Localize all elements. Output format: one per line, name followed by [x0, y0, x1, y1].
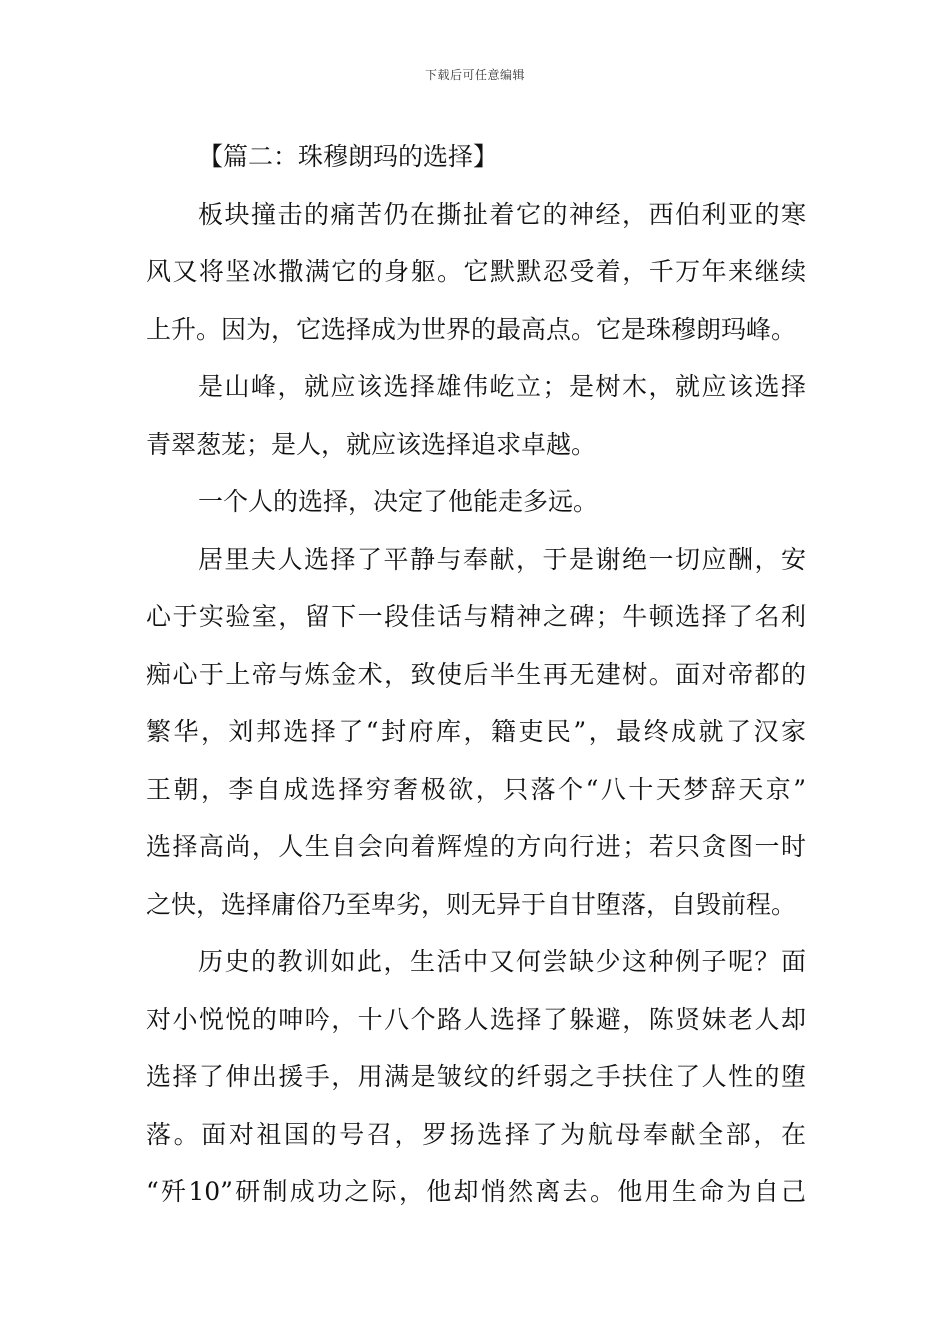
text-line: 是山峰，就应该选择雄伟屹立；是树木，就应该选择	[198, 372, 806, 401]
text-line: 历史的教训如此，生活中又何尝缺少这种例子呢？面	[198, 947, 806, 976]
text-line: 【篇二：珠穆朗玛的选择】	[198, 142, 499, 171]
text-line: 心于实验室，留下一段佳话与精神之碑；牛顿选择了名利	[146, 602, 806, 631]
text-line: 痴心于上帝与炼金术，致使后半生再无建树。面对帝都的	[146, 659, 806, 689]
text-line: “歼10”研制成功之际，他却悄然离去。他用生命为自己	[146, 1177, 806, 1206]
document-body	[146, 128, 806, 1221]
page-header: 下载后可任意编辑	[424, 68, 525, 82]
text-line: 板块撞击的痛苦仍在撕扯着它的神经，西伯利亚的寒	[198, 199, 806, 229]
text-line: 居里夫人选择了平静与奉献，于是谢绝一切应酬，安	[198, 544, 806, 574]
text-line: 落。面对祖国的号召，罗扬选择了为航母奉献全部，在	[146, 1119, 806, 1149]
text-line: 之快，选择庸俗乃至卑劣，则无异于自甘堕落，自毁前程。	[146, 889, 797, 919]
text-line: 青翠葱茏；是人，就应该选择追求卓越。	[146, 429, 597, 459]
text-line: 王朝，李自成选择穷奢极欲，只落个“八十天梦辞天京”	[146, 774, 806, 804]
text-line: 上升。因为，它选择成为世界的最高点。它是珠穆朗玛峰。	[146, 314, 797, 344]
text-line: 风又将坚冰撒满它的身躯。它默默忍受着，千万年来继续	[146, 257, 806, 286]
text-line: 选择了伸出援手，用满是皱纹的纤弱之手扶住了人性的堕	[146, 1062, 806, 1091]
text-line: 对小悦悦的呻吟，十八个路人选择了躲避，陈贤妹老人却	[146, 1004, 806, 1034]
text-line: 繁华，刘邦选择了“封府库，籍吏民”，最终成就了汉家	[146, 717, 806, 746]
text-line: 选择高尚，人生自会向着辉煌的方向行进；若只贪图一时	[146, 832, 806, 861]
text-line: 一个人的选择，决定了他能走多远。	[198, 487, 599, 516]
